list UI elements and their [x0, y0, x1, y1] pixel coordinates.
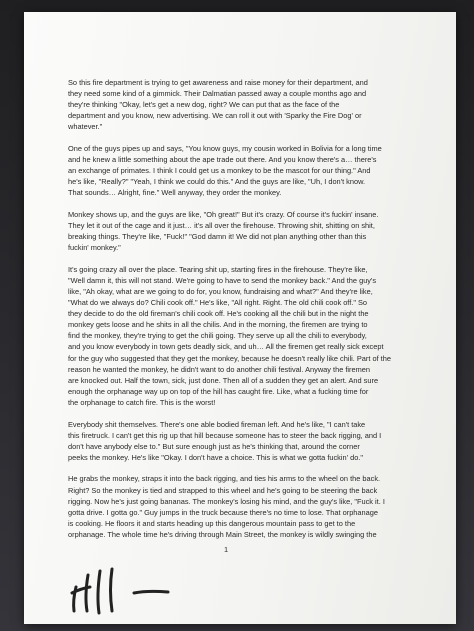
text-line: find the monkey, they're trying to get the chili going. They serve up all the chili to everybody, [68, 331, 367, 341]
paragraph [68, 264, 416, 408]
text-line: rigging. Now he's just going bananas. The monkey's losing his mind, and the guy's like, "Fuck it. I [68, 496, 385, 506]
text-line: reason he wanted the monkey, he didn't want to do another chili festival. Anyway the firemen [68, 364, 371, 374]
text-line: gotta drive. I gotta go." Guy jumps in the truck because there's no time to lose. That orphanage [68, 507, 378, 517]
text-line: for the guy who suggested that they get the monkey, because he doesn't really like chili. Part of the [68, 353, 391, 363]
text-line: don't have anybody else to." But sure enough just as he's thinking that, around the corner [68, 441, 360, 451]
text-line: they need some kind of a gimmick. Their Dalmatian passed away a couple months ago and [68, 89, 367, 99]
page-number: 1 [224, 545, 229, 554]
paragraph [68, 143, 416, 198]
paragraph [68, 209, 416, 253]
text-line: peeks the monkey. He's like "Okay. I don't have a choice. This is what we gotta fuckin' do." [68, 452, 363, 462]
text-line: It's going crazy all over the place. Tearing shit up, starting fires in the firehouse. They're like, [68, 264, 368, 274]
text-line: "What do we always do? Chili cook off." He's like, "All right. Right. The old chili cook off." So [68, 298, 368, 308]
text-line: this firetruck. I can't get this rig up that hill because someone has to steer the back rigging, and I [68, 430, 382, 440]
text-line: whatever." [68, 122, 103, 132]
text-line: enough the orphanage way up on top of the hill has caught fire. Like, what a fucking time for [68, 386, 369, 396]
text-line: the orphanage to catch fire. This is the worst! [68, 397, 216, 407]
text-line: like, "Ah okay, what are we going to do for, you know, fundraising and what?" And they're like, [68, 287, 373, 296]
text-line: So this fire department is trying to get awareness and raise money for their department, and [68, 78, 368, 87]
paper-page [24, 12, 456, 624]
text-line: fuckin' monkey." [68, 243, 121, 253]
text-line: monkey gets loose and he shits in all the chilis. And in the morning, the firemen are trying to [68, 320, 368, 330]
handwritten-signature [64, 557, 194, 617]
text-line: are knocked out. Half the town, sick, just done. Then all of a sudden they get an alert. And sure [68, 375, 379, 385]
text-line: they're thinking "Okay, let's get a new dog, right? We can put that as the face of the [68, 100, 340, 110]
paragraph [68, 473, 416, 540]
text-line: they decide to do the old fireman's chili cook off. He's cooking all the chili but in the night the [68, 309, 369, 319]
text-line: an exchange of primates. I think I could get us a monkey to be the mascot for our thing." And [68, 166, 371, 176]
text-line: "Well damn it, this will not stand. We're going to have to send the monkey back." And the guy's [68, 275, 377, 285]
text-line: He grabs the monkey, straps it into the back rigging, and ties his arms to the wheel on the back. [68, 474, 381, 484]
text-line: Right? So the monkey is tied and strapped to this wheel and he's going to be steering the back [68, 485, 378, 495]
text-line: One of the guys pipes up and says, "You know guys, my cousin worked in Bolivia for a long time [68, 143, 382, 153]
text-line: department and you know, new advertising. We can roll it out with 'Sparky the Fire Dog' or [68, 111, 362, 121]
text-line: and he knew a little something about the ape trade out there. And you know there's a… there's [68, 155, 377, 165]
text-line: Monkey shows up, and the guys are like, "Oh great!" But it's crazy. Of course it's fuckin' insane. [68, 209, 379, 219]
text-line: and you know everybody in town gets deadly sick, and uh… All the firemen get really sick except [68, 342, 384, 352]
paragraph [68, 77, 416, 132]
text-line: breaking things. They're like, "Fuck!" "God damn it! We did not plan anything other than this [68, 232, 367, 242]
text-line: Everybody shit themselves. There's one able bodied fireman left. And he's like, "I can't take [68, 419, 366, 429]
text-line: That sounds… Alright, fine." Well anyway, they order the monkey. [68, 188, 282, 198]
text-line: he's like, "Really?" "Yeah, I think we could do this." And the guys are like, "Uh, I don't know. [68, 177, 366, 187]
document-body [68, 77, 416, 550]
paragraph [68, 419, 416, 463]
text-line: orphanage. The whole time he's driving through Main Street, the monkey is wildly swinging the [68, 529, 377, 539]
text-line: They let it out of the cage and it just… it's all over the firehouse. Throwing shit, shitting on shit, [68, 221, 375, 231]
text-line: is cooking. He floors it and starts heading up this dangerous mountain pass to get to the [68, 518, 356, 528]
